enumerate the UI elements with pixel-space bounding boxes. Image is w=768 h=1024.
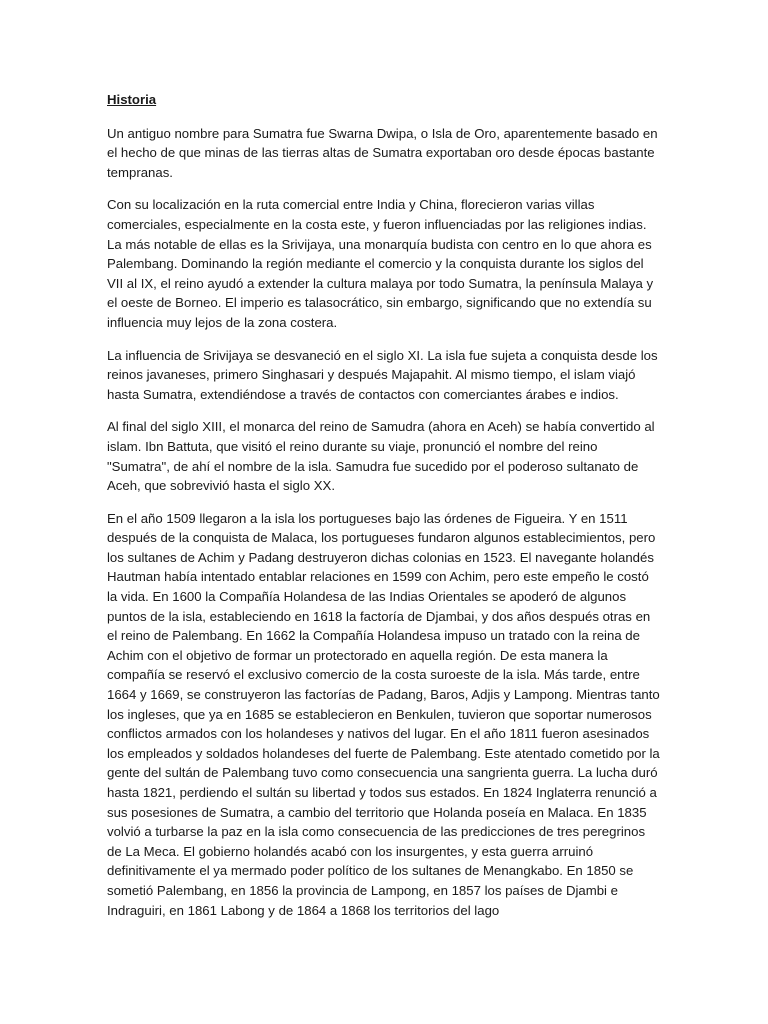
- section-heading: Historia: [107, 92, 157, 107]
- document-body: [107, 90, 662, 933]
- paragraph-5: En el año 1509 llegaron a la isla los portugueses bajo las órdenes de Figueira. Y en 1511 después de la conquista de Malaca, los portugueses fundaron algunos establecimientos, pero los sultanes de Achim y Padang destruyeron dichas colonias en 1523. El navegante holandés Hautman había intentado entablar relaciones en 1599 con Achim, pero este empeño le costó la vida. En 1600 la Compañía Holandesa de las Indias Orientales se apoderó de algunos puntos de la isla, estableciendo en 1618 la factoría de Djambai, y dos años después otras en el reino de Palembang. En 1662 la Compañía Holandesa impuso un tratado con la reina de Achim con el objetivo de formar un protectorado en aquella región. De esta manera la compañía se reservó el exclusivo comercio de la costa suroeste de la isla. Más tarde, entre 1664 y 1669, se construyeron las factorías de Padang, Baros, Adjis y Lampong. Mientras tanto los ingleses, que ya en 1685 se establecieron en Benkulen, tuvieron que soportar numerosos conflictos armados con los holandeses y nativos del lugar. En el año 1811 fueron asesinados los empleados y soldados holandeses del fuerte de Palembang. Este atentado cometido por la gente del sultán de Palembang tuvo como consecuencia una sangrienta guerra. La lucha duró hasta 1821, perdiendo el sultán su libertad y todos sus estados. En 1824 Inglaterra renunció a sus posesiones de Sumatra, a cambio del territorio que Holanda poseía en Malaca. En 1835 volvió a turbarse la paz en la isla como consecuencia de las predicciones de tres peregrinos de La Meca. El gobierno holandés acabó con los insurgentes, y esta guerra arruinó definitivamente el ya mermado poder político de los sultanes de Menangkabo. En 1850 se sometió Palembang, en 1856 la provincia de Lampong, en 1857 los países de Djambi e Indraguiri, en 1861 Labong y de 1864 a 1868 los territorios del lago: [107, 510, 660, 918]
- paragraph-2: Con su localización en la ruta comercial entre India y China, florecieron varias villas comerciales, especialmente en la costa este, y fueron influenciadas por las religiones indias. La más notable de ellas es la Srivijaya, una monarquía budista con centro en lo que ahora es Palembang. Dominando la región mediante el comercio y la conquista durante los siglos del VII al IX, el reino ayudó a extender la cultura malaya por todo Sumatra, la península Malaya y el oeste de Borneo. El imperio es talasocrático, sin embargo, significando que no extendía su influencia muy lejos de la zona costera.: [107, 197, 654, 330]
- paragraph-1: Un antiguo nombre para Sumatra fue Swarna Dwipa, o Isla de Oro, aparentemente basado en el hecho de que minas de las tierras altas de Sumatra exportaban oro desde épocas bastante tempranas.: [107, 125, 658, 180]
- paragraph-3: La influencia de Srivijaya se desvaneció en el siglo XI. La isla fue sujeta a conquista desde los reinos javaneses, primero Singhasari y después Majapahit. Al mismo tiempo, el islam viajó hasta Sumatra, extendiéndose a través de contactos con comerciantes árabes e indios.: [107, 347, 658, 402]
- paragraph-4: Al final del siglo XIII, el monarca del reino de Samudra (ahora en Aceh) se había convertido al islam. Ibn Battuta, que visitó el reino durante su viaje, pronunció el nombre del reino "Sumatra", de ahí el nombre de la isla. Samudra fue sucedido por el poderoso sultanato de Aceh, que sobrevivió hasta el siglo XX.: [107, 419, 655, 494]
